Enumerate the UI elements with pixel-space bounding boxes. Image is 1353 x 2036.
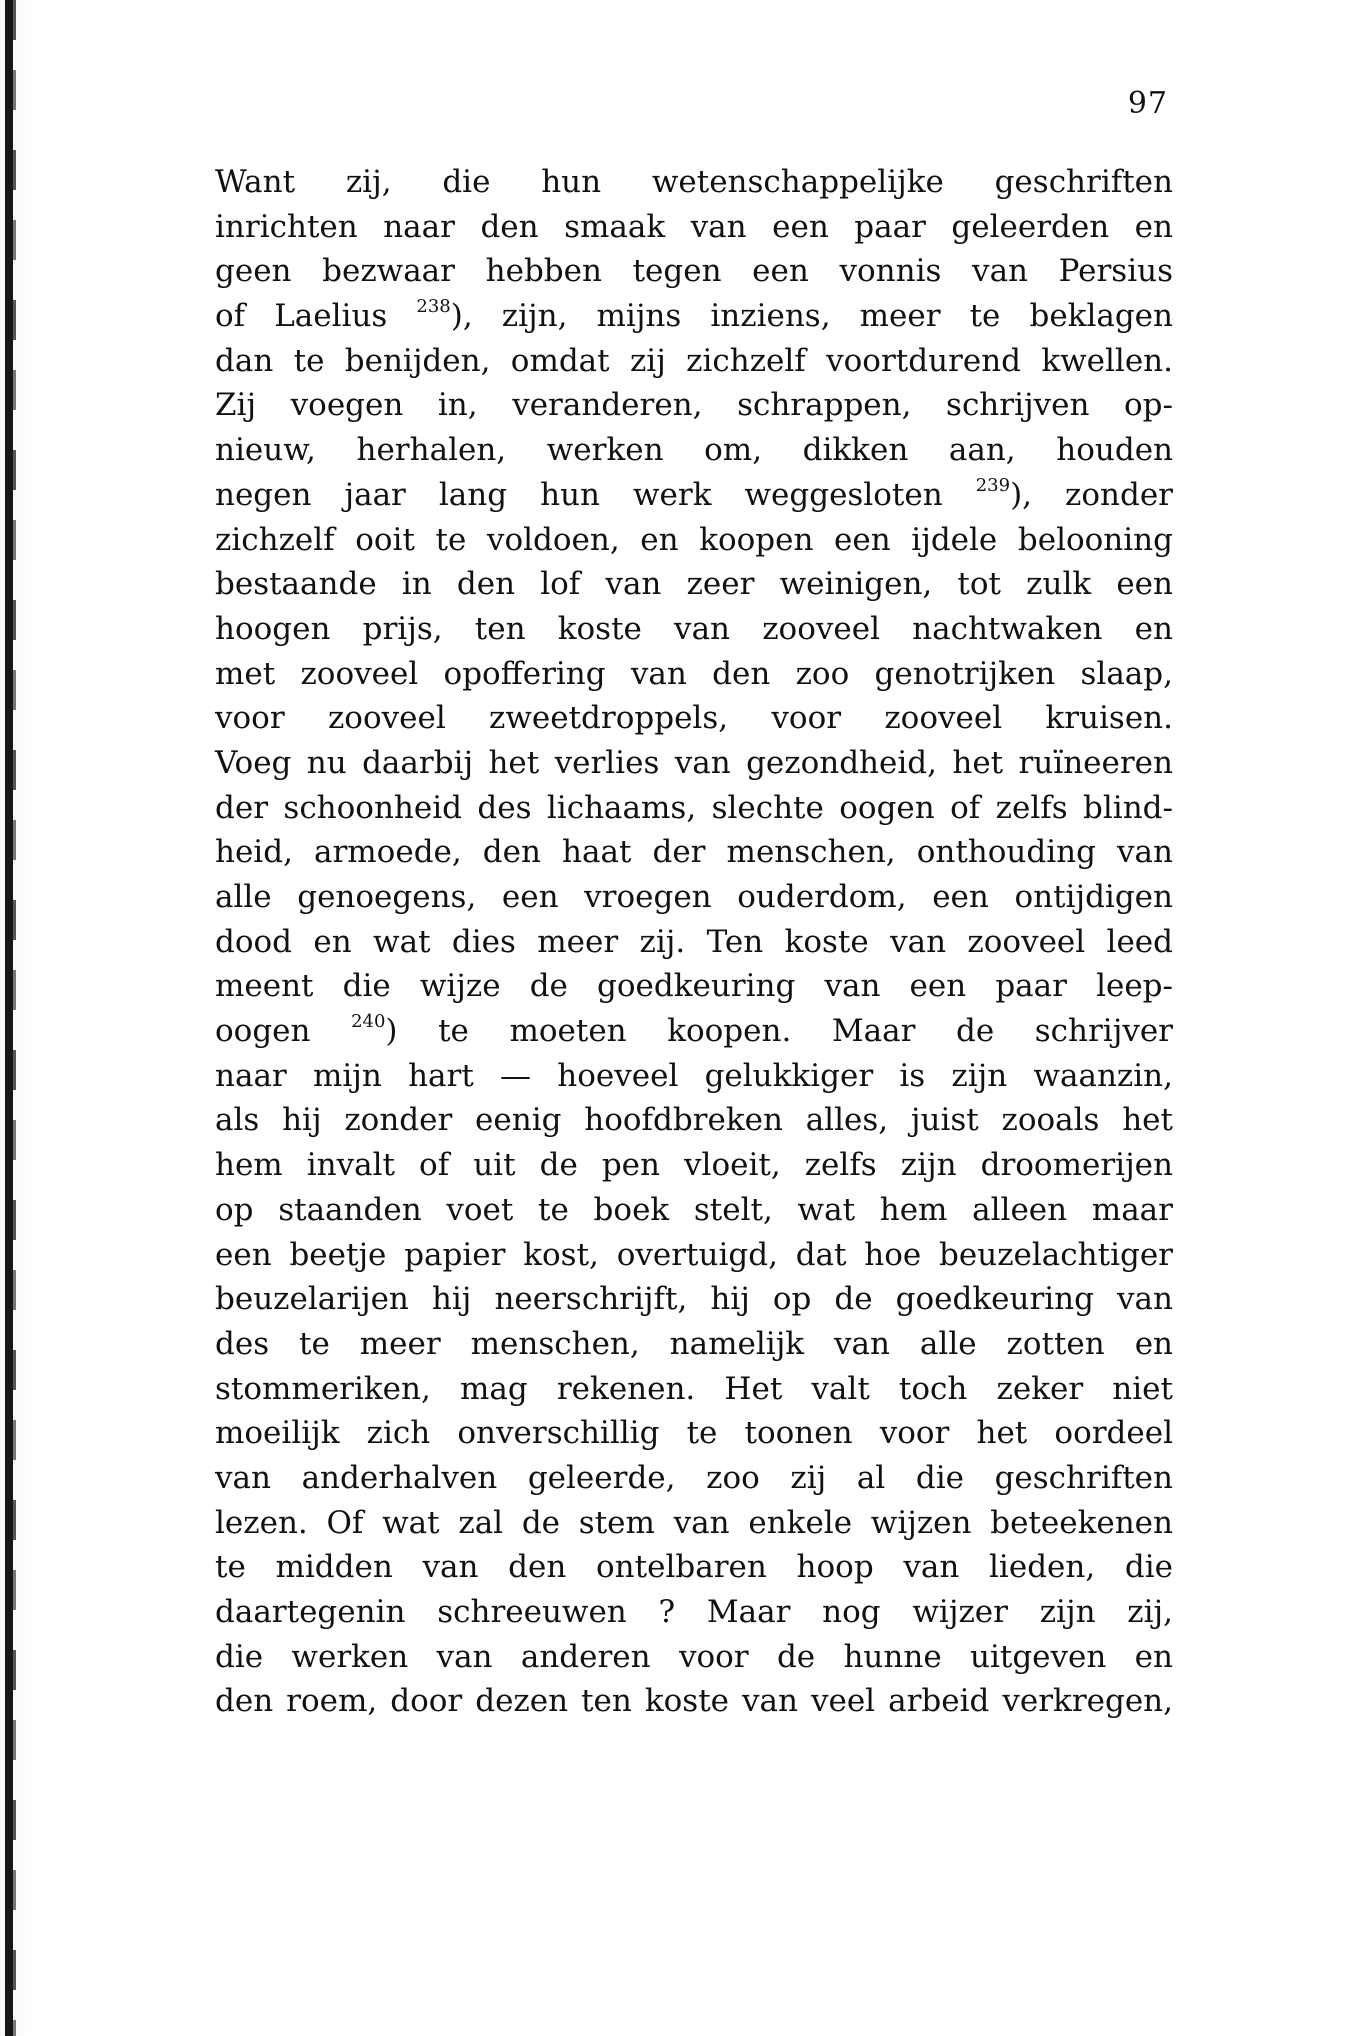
footnote-reference: 240 [351,1011,386,1033]
body-text [215,160,1173,1724]
text-line: daartegenin schreeuwen ? Maar nog wijzer zijn zij, [215,1594,1173,1630]
text-line: hoogen prijs, ten koste van zooveel nachtwaken en [215,610,1173,647]
text-line: zichzelf ooit te voldoen, en koopen een ijdele belooning [215,521,1173,558]
text-line: naar mijn hart — hoeveel gelukkiger is zijn waanzin, [215,1057,1173,1094]
text-line: hem invalt of uit de pen vloeit, zelfs zijn droomerijen [215,1147,1173,1184]
text-line: den roem, door dezen ten koste van veel arbeid verkregen, [215,1683,1173,1720]
text-line: een beetje papier kost, overtuigd, dat hoe beuzelachtiger [215,1236,1173,1273]
text-line [215,1009,1173,1054]
line-text: ) te moeten koopen. Maar de schrijver [385,1013,1173,1050]
text-line: met zooveel opoffering van den zoo genotrijken slaap, [215,655,1173,692]
text-line: voor zooveel zweetdroppels, voor zooveel kruisen. [215,700,1173,737]
text-line: inrichten naar den smaak van een paar geleerden en [215,208,1173,245]
text-line: dood en wat dies meer zij. Ten koste van zooveel leed [215,923,1173,960]
text-line [215,294,1173,339]
text-line [215,473,1173,518]
footnote-reference: 239 [975,474,1011,496]
text-line: op staanden voet te boek stelt, wat hem alleen maar [215,1191,1173,1228]
text-line: heid, armoede, den haat der menschen, onthouding van [215,834,1173,871]
text-line: beuzelarijen hij neerschrijft, hij op de goedkeuring van [215,1281,1173,1318]
text-line: alle genoegens, een vroegen ouderdom, een ontijdigen [215,879,1173,915]
text-line: bestaande in den lof van zeer weinigen, tot zulk een [215,566,1173,603]
text-line: moeilijk zich onverschillig te toonen voor het oordeel [215,1415,1173,1452]
line-text: ), zijn, mijns inziens, meer te beklagen [450,298,1173,335]
text-line: lezen. Of wat zal de stem van enkele wijzen beteekenen [215,1504,1173,1541]
line-text: of Laelius [215,298,417,335]
text-line: Voeg nu daarbij het verlies van gezondheid, het ruïneeren [215,744,1173,781]
text-line: Want zij, die hun wetenschappelijke geschriften [215,164,1173,200]
binding-edge [5,0,13,2036]
text-line: van anderhalven geleerde, zoo zij al die geschriften [215,1459,1173,1496]
text-line: als hij zonder eenig hoofdbreken alles, juist zooals het [215,1102,1173,1139]
footnote-reference: 238 [416,296,451,318]
text-line: die werken van anderen voor de hunne uitgeven en [215,1638,1173,1675]
line-text: negen jaar lang hun werk weggesloten [215,476,976,513]
text-line: des te meer menschen, namelijk van alle zotten en [215,1325,1173,1362]
line-text: ), zonder [1010,476,1173,513]
text-line: meent die wijze de goedkeuring van een paar leep- [215,968,1173,1005]
text-line: nieuw, herhalen, werken om, dikken aan, houden [215,432,1173,469]
text-line: geen bezwaar hebben tegen een vonnis van Persius [215,253,1173,290]
text-line: stommeriken, mag rekenen. Het valt toch zeker niet [215,1370,1173,1407]
text-line: te midden van den ontelbaren hoop van lieden, die [215,1549,1173,1586]
text-line: dan te benijden, omdat zij zichzelf voortdurend kwellen. [215,342,1173,379]
text-line: Zij voegen in, veranderen, schrappen, schrijven op- [215,387,1173,424]
page-number: 97 [1127,86,1168,121]
line-text: oogen [215,1013,352,1050]
text-line: der schoonheid des lichaams, slechte oogen of zelfs blind- [215,789,1173,826]
